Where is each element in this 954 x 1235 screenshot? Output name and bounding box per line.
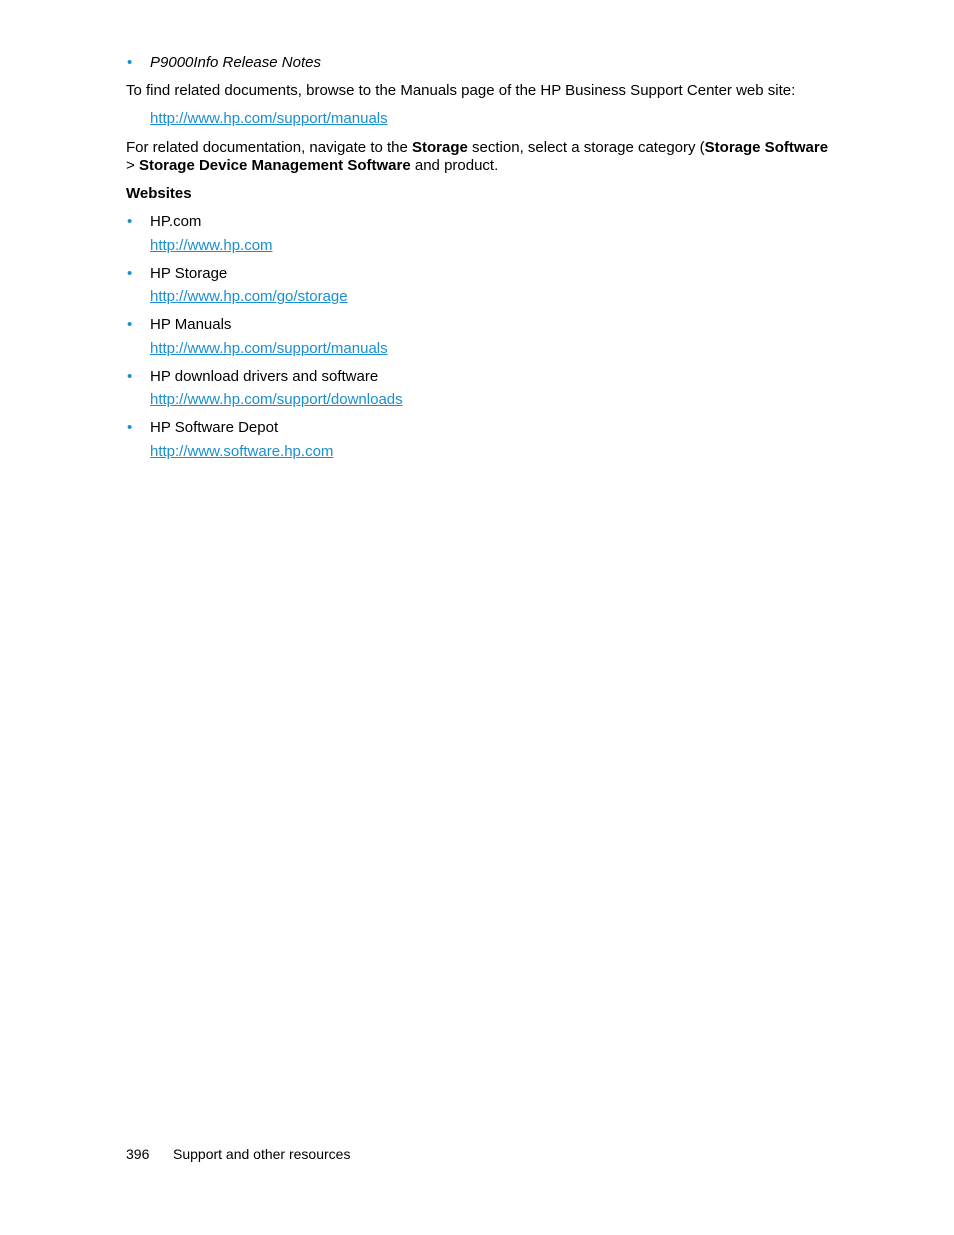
- release-notes-title: P9000Info Release Notes: [150, 54, 321, 71]
- nav-storage-software-bold: Storage Software: [704, 139, 829, 156]
- navigation-instructions-line2: [126, 157, 498, 175]
- website-label: HP Storage: [150, 265, 228, 282]
- website-label: HP Manuals: [150, 316, 232, 333]
- website-link[interactable]: http://www.hp.com/go/storage: [150, 288, 348, 305]
- bullet-icon: •: [127, 54, 133, 71]
- website-link[interactable]: http://www.hp.com: [150, 237, 273, 254]
- nav-text-3: >: [126, 157, 139, 174]
- bullet-icon: •: [127, 419, 133, 436]
- footer-section-title: Support and other resources: [173, 1146, 351, 1162]
- website-label: HP Software Depot: [150, 419, 279, 436]
- navigation-instructions-line1: [126, 139, 828, 157]
- website-label: HP.com: [150, 213, 202, 230]
- page-number: 396: [126, 1146, 150, 1162]
- website-link[interactable]: http://www.hp.com/support/downloads: [150, 391, 403, 408]
- related-docs-intro: To find related documents, browse to the Manuals page of the HP Business Support Center web site:: [126, 82, 796, 99]
- bullet-icon: •: [127, 265, 133, 282]
- nav-device-mgmt-bold: Storage Device Management Software: [138, 157, 411, 174]
- bullet-icon: •: [127, 368, 133, 385]
- bullet-icon: •: [127, 213, 133, 230]
- website-link[interactable]: http://www.hp.com/support/manuals: [150, 340, 388, 357]
- websites-heading: Websites: [126, 185, 192, 202]
- nav-text-1: For related documentation, navigate to the: [126, 139, 413, 156]
- website-label: HP download drivers and software: [150, 368, 379, 385]
- website-link[interactable]: http://www.software.hp.com: [150, 443, 334, 460]
- nav-text-2: section, select a storage category (: [467, 139, 705, 156]
- bullet-icon: •: [127, 316, 133, 333]
- nav-storage-bold: Storage: [412, 139, 468, 156]
- nav-text-4: and product.: [410, 157, 499, 174]
- manuals-link[interactable]: http://www.hp.com/support/manuals: [150, 110, 388, 127]
